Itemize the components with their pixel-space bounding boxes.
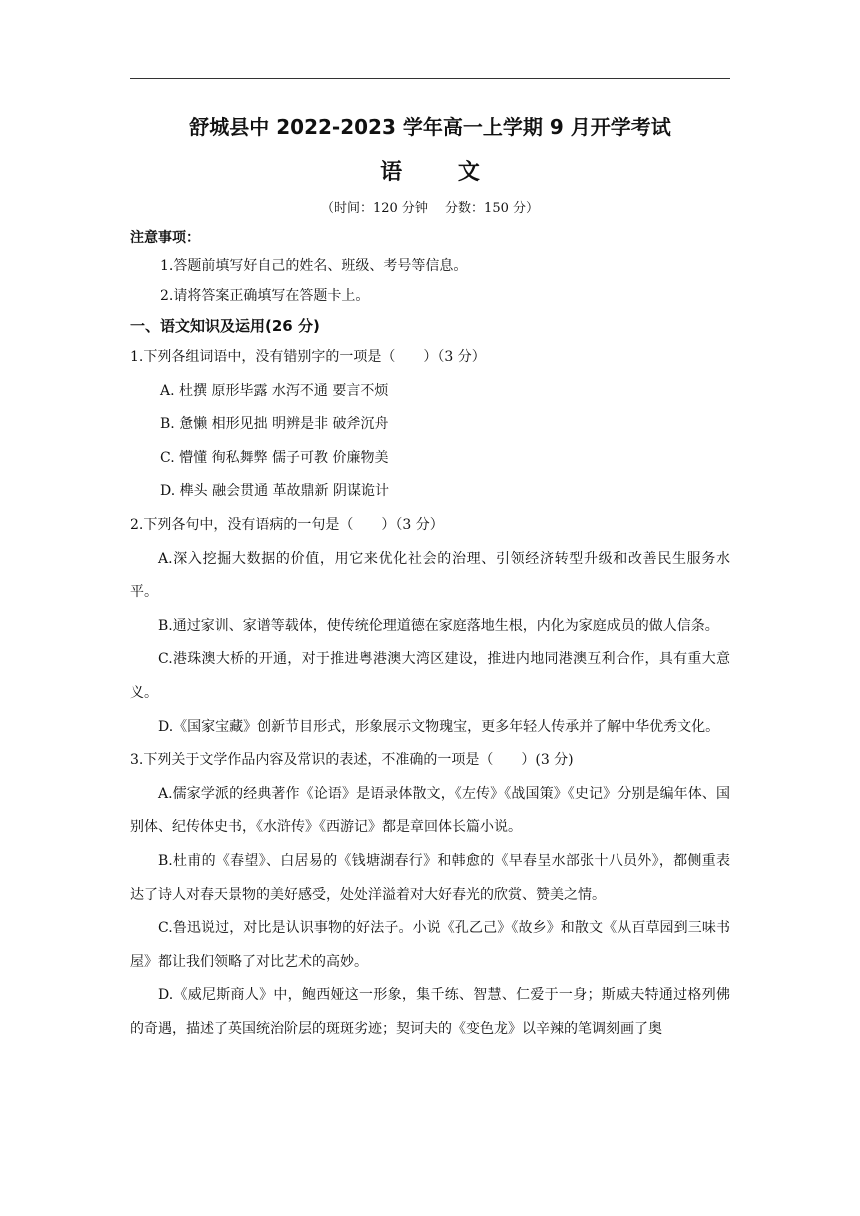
notice-item: 2.请将答案正确填写在答题卡上。 bbox=[160, 288, 370, 304]
question-option: B.通过家训、家谱等载体，使传统伦理道德在家庭落地生根，内化为家庭成员的做人信条。 bbox=[158, 617, 719, 634]
exam-title: 舒城县中 2022-2023 学年高一上学期 9 月开学考试 bbox=[189, 115, 671, 139]
notice-item: 1.答题前填写好自己的姓名、班级、考号等信息。 bbox=[160, 258, 468, 274]
question-option: D. 榫头 融会贯通 革故鼎新 阴谋诡计 bbox=[160, 483, 389, 500]
notice-heading: 注意事项： bbox=[130, 230, 200, 246]
subject-title: 语 文 bbox=[380, 160, 504, 185]
question-option: C.鲁迅说过，对比是认识事物的好法子。小说《孔乙己》《故乡》和散文《从百草园到三味书屋》都让我们领略了对比艺术的高妙。 bbox=[130, 920, 730, 970]
section-heading: 一、语文知识及运用(26 分) bbox=[130, 317, 320, 335]
question-stem: 3.下列关于文学作品内容及常识的表述，不准确的一项是（ ）(3 分) bbox=[130, 752, 574, 769]
question-option: A.深入挖掘大数据的价值，用它来优化社会的治理、引领经济转型升级和改善民生服务水平。 bbox=[130, 550, 730, 601]
question-option: A.儒家学派的经典著作《论语》是语录体散文，《左传》《战国策》《史记》分别是编年体、国别体、纪传体史书，《水浒传》《西游记》都是章回体长篇小说。 bbox=[130, 785, 730, 836]
question-stem: 1.下列各组词语中，没有错别字的一项是（ ）（3 分） bbox=[130, 349, 486, 365]
question-option: D.《国家宝藏》创新节目形式，形象展示文物瑰宝，更多年轻人传承并了解中华优秀文化。 bbox=[158, 718, 720, 735]
exam-content bbox=[130, 225, 730, 1046]
question-option: C. 懵懂 徇私舞弊 儒子可教 价廉物美 bbox=[160, 449, 389, 466]
question-option: D.《威尼斯商人》中，鲍西娅这一形象，集千练、智慧、仁爱于一身；斯威夫特通过格列佛的奇遇，描述了英国统治阶层的斑斑劣迹；契诃夫的《变色龙》以辛辣的笔调刻画了奥 bbox=[130, 987, 730, 1037]
question-option: C.港珠澳大桥的开通，对于推进粤港澳大湾区建设，推进内地同港澳互利合作，具有重大意义。 bbox=[130, 651, 730, 701]
question-option: B. 惫懒 相形见拙 明辨是非 破斧沉舟 bbox=[160, 416, 389, 433]
exam-meta: （时间：120 分钟 分数：150 分） bbox=[320, 201, 540, 216]
question-option: A. 杜撰 原形毕露 水泻不通 要言不烦 bbox=[160, 382, 389, 399]
question-stem: 2.下列各句中，没有语病的一句是（ ）（3 分） bbox=[130, 516, 444, 533]
header-rule bbox=[130, 78, 730, 79]
question-option: B.杜甫的《春望》、白居易的《钱塘湖春行》和韩愈的《早春呈水部张十八员外》，都侧重表达了诗人对春天景物的美好感受，处处洋溢着对大好春光的欣赏、赞美之情。 bbox=[130, 852, 730, 903]
